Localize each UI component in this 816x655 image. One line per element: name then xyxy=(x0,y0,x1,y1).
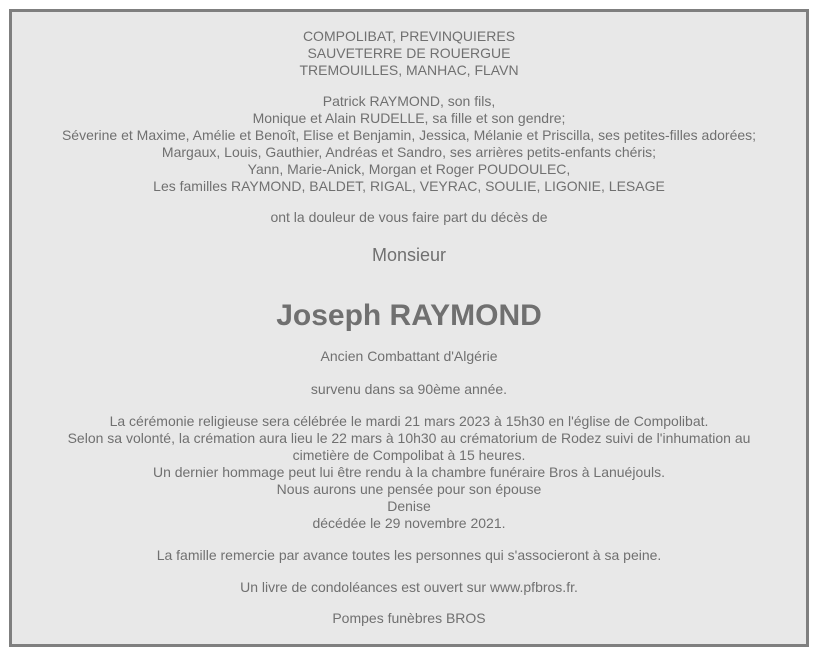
ceremony-block xyxy=(12,413,806,532)
deceased-name: Joseph RAYMOND xyxy=(276,299,542,332)
family-line: Séverine et Maxime, Amélie et Benoît, Elise et Benjamin, Jessica, Mélanie et Priscilla, ses petites-filles adorées; xyxy=(61,127,757,143)
ceremony-line: Nous aurons une pensée pour son épouse xyxy=(276,481,542,497)
family-line: Margaux, Louis, Gauthier, Andréas et Sandro, ses arrières petits-enfants chéris; xyxy=(161,144,657,160)
place-line: SAUVETERRE DE ROUERGUE xyxy=(307,45,511,61)
ceremony-line: décédée le 29 novembre 2021. xyxy=(312,515,506,531)
place-line: TREMOUILLES, MANHAC, FLAVN xyxy=(299,62,519,78)
thanks-text: La famille remercie par avance toutes les personnes qui s'associeront à sa peine. xyxy=(156,547,662,563)
ceremony-line: Un dernier hommage peut lui être rendu à la chambre funéraire Bros à Lanuéjouls. xyxy=(152,464,666,480)
ceremony-line: La cérémonie religieuse sera célébrée le mardi 21 mars 2023 à 15h30 en l'église de Compolibat. xyxy=(109,413,709,429)
funeral-home-name: Pompes funèbres BROS xyxy=(332,610,486,626)
deceased-title: Ancien Combattant d'Algérie xyxy=(320,348,498,364)
ceremony-line: Selon sa volonté, la crémation aura lieu le 22 mars à 10h30 au crématorium de Rodez suivi de l'inhumation au xyxy=(67,430,751,446)
family-line: Les familles RAYMOND, BALDET, RIGAL, VEYRAC, SOULIE, LIGONIE, LESAGE xyxy=(153,178,665,194)
family-line: Patrick RAYMOND, son fils, xyxy=(322,93,496,109)
age-text: survenu dans sa 90ème année. xyxy=(310,381,508,397)
place-line: COMPOLIBAT, PREVINQUIERES xyxy=(302,28,516,44)
family-line: Yann, Marie-Anick, Morgan et Roger POUDOULEC, xyxy=(247,161,571,177)
honorific: Monsieur xyxy=(371,245,447,265)
family-block xyxy=(12,93,806,195)
places-block xyxy=(12,28,806,79)
family-line: Monique et Alain RUDELLE, sa fille et son gendre; xyxy=(252,110,566,126)
condolences-text: Un livre de condoléances est ouvert sur www.pfbros.fr. xyxy=(240,579,578,595)
obituary-notice xyxy=(9,9,809,647)
announcement-text: ont la douleur de vous faire part du décès de xyxy=(270,209,548,225)
ceremony-line: Denise xyxy=(387,498,431,514)
ceremony-line: cimetière de Compolibat à 15 heures. xyxy=(292,447,526,463)
